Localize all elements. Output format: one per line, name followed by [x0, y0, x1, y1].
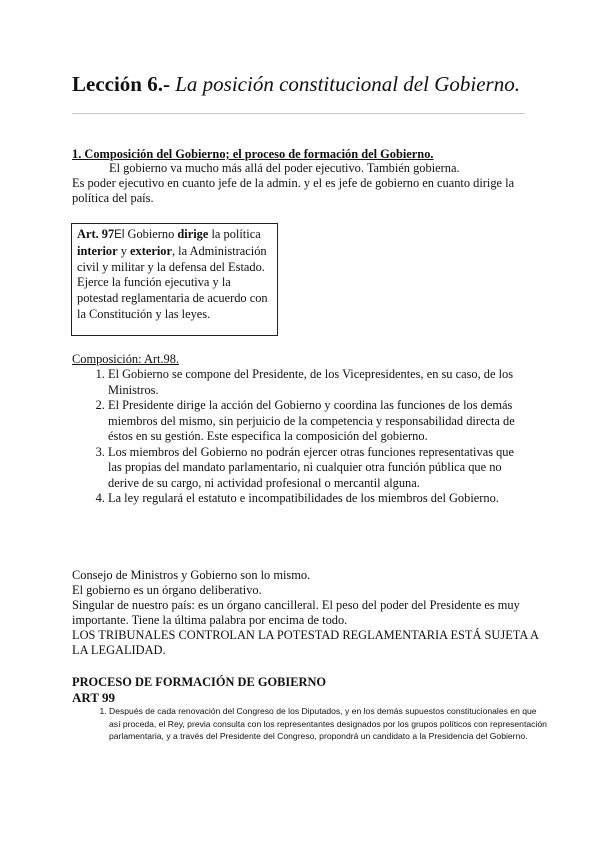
- art97-text: y: [117, 243, 130, 258]
- composition-heading: Composición: Art.98.: [72, 352, 180, 366]
- lesson-title: [72, 70, 542, 98]
- list-item: 1. El Gobierno se compone del Presidente, de los Vicepresidentes, en su caso, de los Ministros.: [108, 367, 528, 398]
- art97-text: exterior: [130, 243, 172, 258]
- art97-text: Gobierno: [124, 227, 178, 241]
- note-line: LOS TRIBUNALES CONTROLAN LA POTESTAD REGLAMENTARIA ESTÁ SUJETA A LA LEGALIDAD.: [72, 628, 539, 657]
- art97-text: El: [114, 229, 125, 241]
- lesson-number: Lección 6.-: [72, 72, 170, 96]
- intro-line: El gobierno va mucho más allá del poder ejecutivo. También gobierna.: [109, 161, 460, 175]
- art97-label: Art. 97: [77, 227, 115, 241]
- art97-box: [71, 223, 278, 336]
- list-item: 4. La ley regulará el estatuto e incompatibilidades de los miembros del Gobierno.: [108, 491, 528, 507]
- art97-text: interior: [77, 243, 118, 258]
- list-item: 3. Los miembros del Gobierno no podrán ejercer otras funciones representativas que las propias del mandato parlamentario, ni cualquier otra función pública que no derive de su cargo, ni actividad profesional o mercantil alguna.: [108, 445, 528, 492]
- note-line: Singular de nuestro país: es un órgano cancilleral. El peso del poder del Presidente es muy importante. Tiene la última palabra por encima de todo.: [72, 598, 520, 627]
- note-line: Consejo de Ministros y Gobierno son lo mismo.: [72, 568, 311, 582]
- art99-list: [90, 705, 549, 743]
- lesson-subtitle: La posición constitucional del Gobierno.: [175, 72, 520, 96]
- list-item: 2. El Presidente dirige la acción del Gobierno y coordina las funciones de los demás miembros del mismo, sin perjuicio de la competencia y responsabilidad directa de éstos en su gestión. Este especifica la composición del gobierno.: [108, 398, 528, 445]
- formation-article: ART 99: [72, 690, 116, 705]
- list-item: 1. Después de cada renovación del Congreso de los Diputados, y en los demás supuestos constitucionales en que así proceda, el Rey, previa consulta con los representantes designados por los grupos políticos con representación parlamentaria, y a través del Presidente del Congreso, propondrá un candidato a la Presidencia del Gobierno.: [109, 705, 549, 743]
- title-divider: [72, 113, 525, 114]
- intro-line: Es poder ejecutivo en cuanto jefe de la admin. y el es jefe de gobierno en cuanto dirige la política del país.: [72, 176, 515, 205]
- formation-heading: PROCESO DE FORMACIÓN DE GOBIERNO: [72, 675, 327, 689]
- art97-text: , la Administración civil y militar y la defensa del Estado. Ejerce la función ejecutiva y la potestad reglamentaria de acuerdo con la Constitución y las leyes.: [77, 243, 268, 321]
- art97-text: la política: [208, 227, 261, 241]
- notes-block: [72, 568, 542, 658]
- section-heading: 1. Composición del Gobierno; el proceso de formación del Gobierno.: [72, 147, 434, 161]
- note-line: El gobierno es un órgano deliberativo.: [72, 583, 262, 597]
- art97-text: dirige: [177, 227, 209, 241]
- intro-paragraph: [72, 161, 532, 206]
- art98-list: [72, 367, 528, 507]
